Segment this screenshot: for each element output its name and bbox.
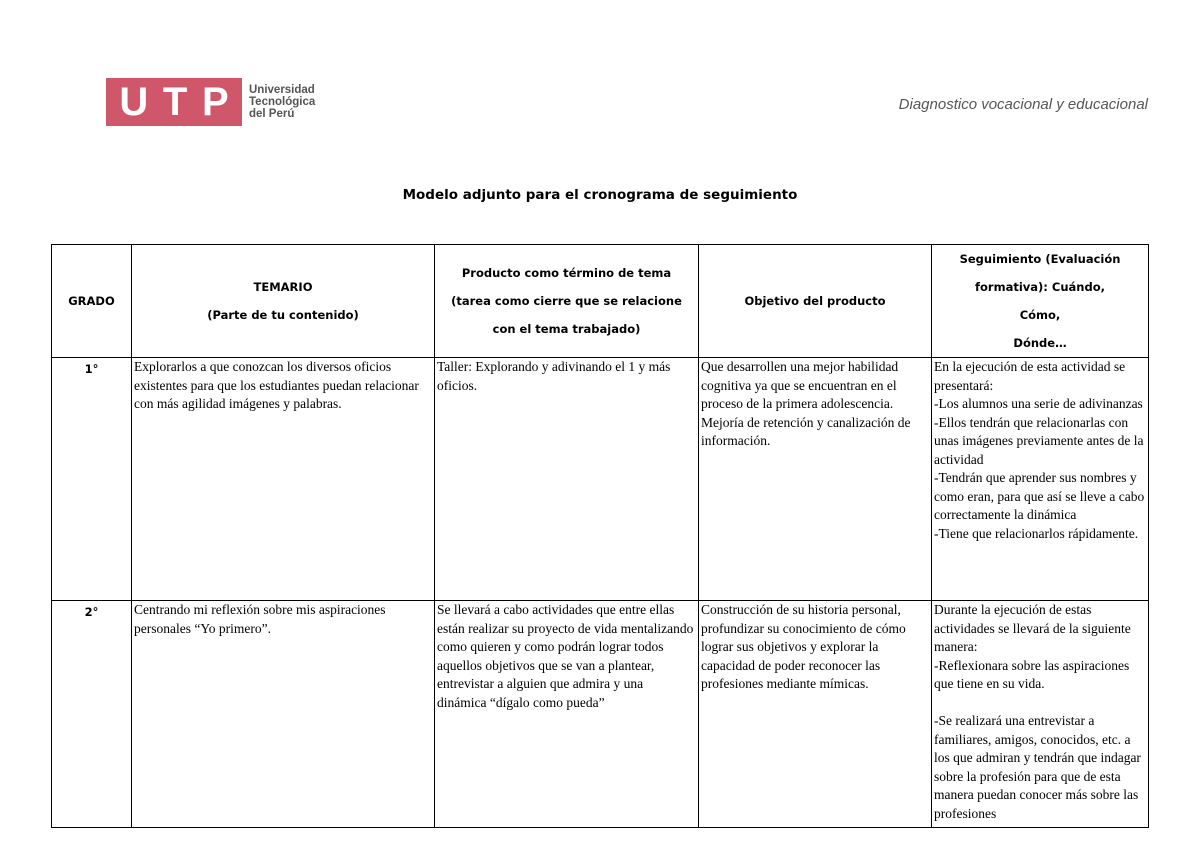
seguimiento-line: -Reflexionara sobre las aspiraciones que tiene en su vida.: [934, 657, 1130, 691]
table-row: [52, 358, 1149, 601]
header-temario: TEMARIO (Parte de tu contenido): [132, 245, 435, 358]
logo-mark: [106, 78, 242, 126]
schedule-table: [51, 244, 1149, 828]
cell-temario: Explorarlos a que conozcan los diversos oficios existentes para que los estudiantes puedan relacionar con más agilidad imágenes y palabras.: [132, 358, 435, 601]
cell-temario: Centrando mi reflexión sobre mis aspiraciones personales “Yo primero”.: [132, 601, 435, 828]
seguimiento-line: -Los alumnos una serie de adivinanzas: [934, 396, 1143, 411]
table-row: [52, 601, 1149, 828]
logo-letter-u: U: [119, 80, 149, 124]
header-seguimiento: Seguimiento (Evaluación formativa): Cuándo, Cómo, Dónde…: [932, 245, 1149, 358]
cell-seguimiento: [932, 601, 1149, 828]
utp-logo: [106, 78, 321, 126]
cell-seguimiento: [932, 358, 1149, 601]
seguimiento-blank-line: [934, 694, 1146, 713]
seguimiento-line: -Ellos tendrán que relacionarlas con unas imágenes previamente antes de la actividad: [934, 414, 1144, 467]
logo-text-line: del Perú: [249, 108, 295, 120]
logo-letter-p: P: [201, 80, 229, 124]
seguimiento-line: -Tiene que relacionarlos rápidamente.: [934, 525, 1139, 541]
cell-producto: Se llevará a cabo actividades que entre ellas están realizar su proyecto de vida mentalizando como quieren y como podrán lograr todos aquellos objetivos que se van a plantear, entrevistar a alguien que admira y una dinámica “dígalo como pueda”: [435, 601, 699, 828]
seguimiento-line: En la ejecución de esta actividad se presentará:: [934, 359, 1126, 393]
seguimiento-line: Durante la ejecución de estas actividades se llevará de la siguiente manera:: [934, 602, 1131, 654]
cell-grado: 1°: [52, 358, 132, 601]
cell-producto: Taller: Explorando y adivinando el 1 y más oficios.: [435, 358, 699, 601]
logo-wordmark: [249, 78, 315, 126]
header-objetivo: Objetivo del producto: [699, 245, 932, 358]
header-grado: GRADO: [52, 245, 132, 358]
logo-text-line: Tecnológica: [249, 96, 316, 108]
seguimiento-line: -Se realizará una entrevistar a familiares, amigos, conocidos, etc. a los que admiran y tendrán que indagar sobre la profesión para que de esta manera puedan conocer más sobre las profesiones: [934, 713, 1141, 821]
header-subtitle: Diagnostico vocacional y educacional: [898, 96, 1148, 113]
cell-objetivo: Construcción de su historia personal, profundizar su conocimiento de cómo lograr sus objetivos y explorar la capacidad de poder reconocer las profesiones mediante mímicas.: [699, 601, 932, 828]
cell-grado: 2°: [52, 601, 132, 828]
document-title: Modelo adjunto para el cronograma de seguimiento: [402, 187, 798, 203]
seguimiento-line: -Tendrán que aprender sus nombres y como eran, para que así se lleve a cabo correctamente la dinámica: [934, 470, 1145, 522]
header-producto: Producto como término de tema (tarea como cierre que se relacione con el tema trabajado): [435, 245, 699, 358]
table-header-row: [52, 245, 1149, 358]
logo-letter-t: T: [162, 80, 188, 124]
cell-objetivo: Que desarrollen una mejor habilidad cognitiva ya que se encuentran en el proceso de la primera adolescencia. Mejoría de retención y canalización de información.: [699, 358, 932, 601]
logo-text-line: Universidad: [249, 84, 315, 96]
